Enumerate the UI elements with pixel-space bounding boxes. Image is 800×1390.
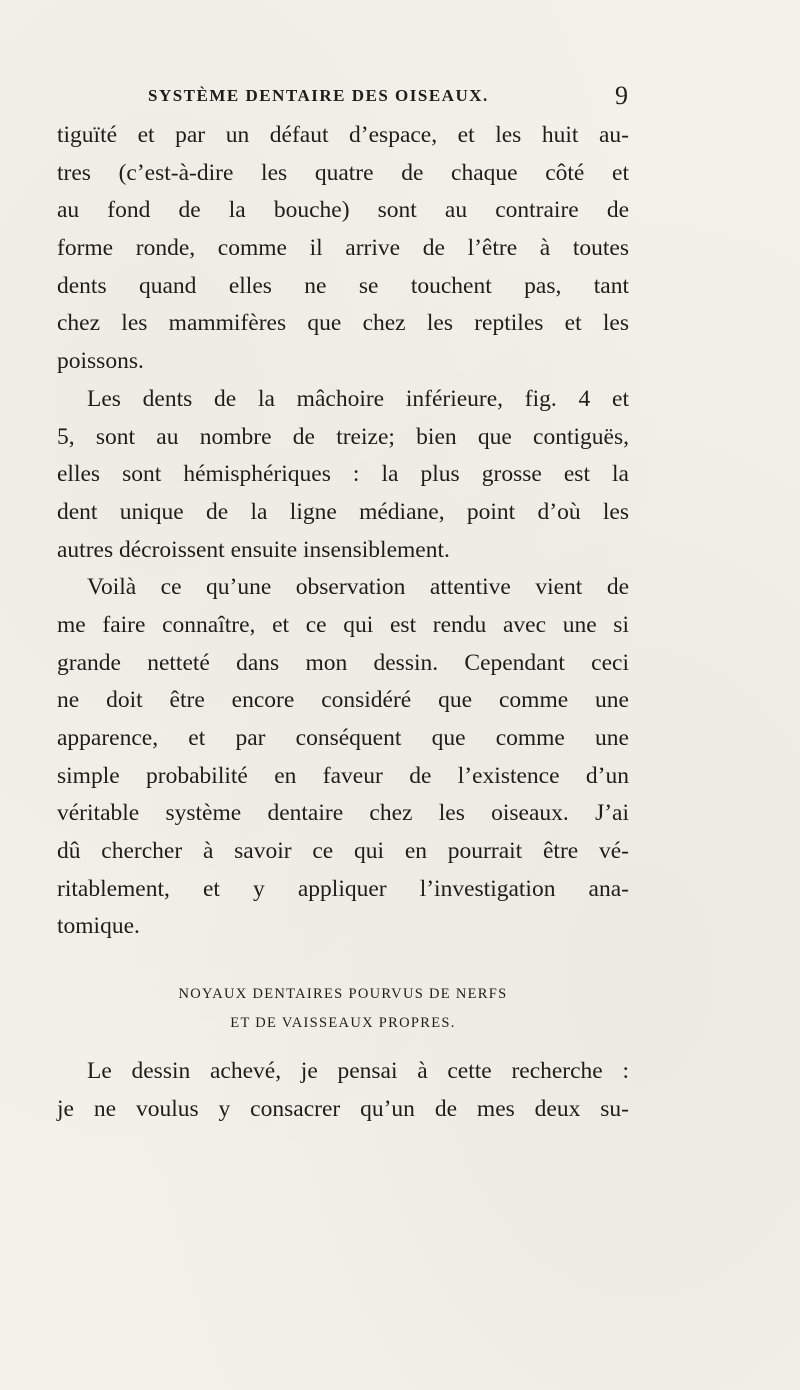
page-header (148, 81, 628, 116)
body-text (57, 117, 629, 946)
text-line: poissons. (57, 348, 144, 375)
text-line: Le dessin achevé, je pensai à cette recherche : (87, 1058, 629, 1084)
text-line: 5, sont au nombre de treize; bien que contiguës, (57, 423, 629, 450)
text-line: tres (c’est-à-dire les quatre de chaque côté et (57, 159, 629, 186)
text-line: apparence, et par conséquent que comme une (57, 725, 629, 751)
text-line: dents quand elles ne se touchent pas, tant (57, 272, 629, 299)
text-line: forme ronde, comme il arrive de l’être à toutes (57, 235, 629, 262)
text-line: dent unique de la ligne médiane, point d’où les (57, 498, 629, 525)
text-line: dû chercher à savoir ce qui en pourrait être vé- (57, 838, 629, 865)
text-line: tiguïté et par un défaut d’espace, et les huit au- (57, 122, 629, 148)
text-line: autres décroissent ensuite insensiblement. (57, 536, 450, 563)
text-line: elles sont hémisphériques : la plus grosse est la (57, 461, 629, 488)
text-line: me faire connaître, et ce qui est rendu avec une si (57, 611, 629, 638)
text-line: véritable système dentaire chez les oiseaux. J’ai (57, 800, 629, 827)
text-line: au fond de la bouche) sont au contraire de (57, 197, 629, 224)
body-text-continued (57, 1053, 629, 1128)
text-line: simple probabilité en faveur de l’existence d’un (57, 762, 629, 789)
text-line: ne doit être encore considéré que comme une (57, 687, 629, 714)
section-heading-line-2: ET DE VAISSEAUX PROPRES. (230, 1015, 456, 1031)
text-line: chez les mammifères que chez les reptiles et les (57, 310, 629, 337)
page-number: 9 (615, 81, 628, 110)
text-line: grande netteté dans mon dessin. Cependant ceci (57, 649, 629, 676)
text-line: ritablement, et y appliquer l’investigation ana- (57, 875, 629, 902)
text-line: je ne voulus y consacrer qu’un de mes deux su- (57, 1095, 629, 1122)
running-head: SYSTÈME DENTAIRE DES OISEAUX. (148, 86, 489, 105)
text-line: tomique. (57, 913, 140, 940)
text-line: Les dents de la mâchoire inférieure, fig. 4 et (87, 385, 629, 412)
section-heading-line-1: NOYAUX DENTAIRES POURVUS DE NERFS (178, 986, 508, 1002)
text-line: Voilà ce qu’une observation attentive vient de (87, 574, 629, 601)
